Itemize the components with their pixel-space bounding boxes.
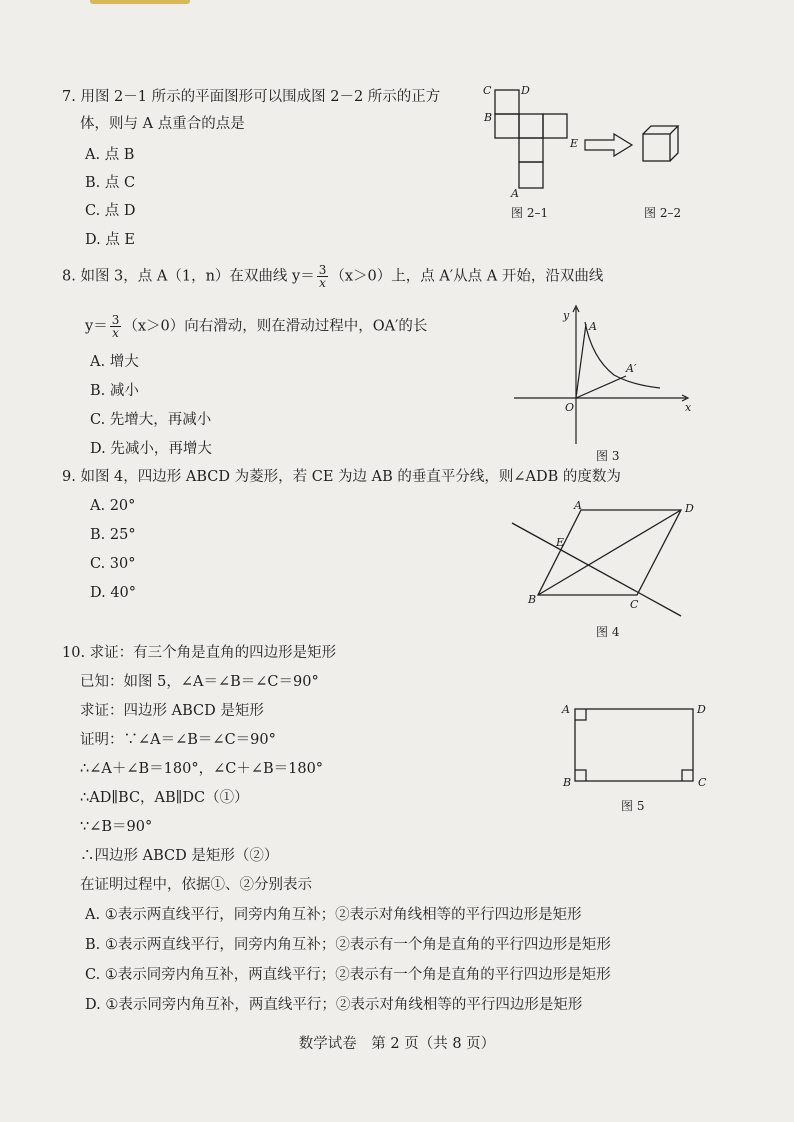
- fig4-label-e: E: [556, 536, 565, 549]
- q7-option-a: A. 点 B: [85, 147, 135, 163]
- q8-line1-pre: 8. 如图 3，点 A（1，n）在双曲线 y＝: [62, 268, 315, 285]
- fig2-label-a: A: [511, 187, 519, 200]
- q9-option-d: D. 40°: [90, 585, 137, 601]
- fig2-label-c: C: [483, 84, 492, 97]
- q7-option-d: D. 点 E: [85, 232, 136, 248]
- q7-stem-line-1: 7. 用图 2－1 所示的平面图形可以围成图 2－2 所示的正方: [62, 89, 441, 105]
- q10-given: 已知：如图 5，∠A＝∠B＝∠C＝90°: [80, 674, 319, 690]
- q9-option-c: C. 30°: [90, 556, 136, 572]
- fraction-denominator-2: x: [112, 326, 119, 340]
- figure-2-1-caption: 图 2–1: [511, 206, 549, 220]
- q10-option-c: C. ①表示同旁内角互补，两直线平行；②表示有一个角是直角的平行四边形是矩形: [85, 967, 611, 983]
- q10-question: 在证明过程中，依据①、②分别表示: [80, 877, 312, 893]
- fig3-label-y: y: [563, 309, 570, 322]
- q8-option-c: C. 先增大，再减小: [90, 412, 212, 428]
- q10-title: 10. 求证：有三个角是直角的四边形是矩形: [62, 645, 337, 661]
- fig2-label-d: D: [521, 84, 530, 97]
- q10-to-prove: 求证：四边形 ABCD 是矩形: [80, 703, 264, 719]
- q9-option-b: B. 25°: [90, 527, 136, 543]
- q10-proof-line-1: 证明：∵∠A＝∠B＝∠C＝90°: [80, 732, 276, 748]
- q10-option-a: A. ①表示两直线平行，同旁内角互补；②表示对角线相等的平行四边形是矩形: [85, 907, 582, 923]
- q8-option-b: B. 减小: [90, 383, 139, 399]
- q10-option-d: D. ①表示同旁内角互补，两直线平行；②表示对角线相等的平行四边形是矩形: [85, 997, 583, 1013]
- fig2-label-b: B: [484, 111, 493, 124]
- fig5-label-c: C: [698, 776, 707, 789]
- q8-option-a: A. 增大: [90, 354, 139, 370]
- q7-option-b: B. 点 C: [85, 175, 136, 191]
- figure-5-caption: 图 5: [621, 799, 645, 813]
- fig4-label-b: B: [528, 593, 537, 606]
- fraction-numerator-2: 3: [111, 313, 120, 327]
- q10-proof-line-3: ∴AD∥BC，AB∥DC（①）: [80, 790, 249, 806]
- page-footer: 数学试卷 第 2 页（共 8 页）: [298, 1036, 496, 1052]
- q10-proof-line-5: ∴四边形 ABCD 是矩形（②）: [80, 848, 279, 864]
- fig3-label-o: O: [565, 401, 575, 414]
- fig2-label-e: E: [570, 137, 579, 150]
- fig4-label-d: D: [685, 502, 694, 515]
- fig3-label-a-prime: A′: [626, 362, 637, 375]
- fraction-numerator: 3: [318, 263, 327, 277]
- fig4-label-c: C: [630, 598, 639, 611]
- q8-line1-post: （x＞0）上，点 A′从点 A 开始，沿双曲线: [330, 268, 604, 285]
- fig5-label-d: D: [697, 703, 706, 716]
- q8-line2-pre: y＝: [85, 318, 108, 335]
- fig3-label-x: x: [685, 401, 692, 414]
- fig3-label-a: A: [589, 320, 597, 333]
- q8-option-d: D. 先减小，再增大: [90, 441, 212, 457]
- q10-proof-line-4: ∵∠B＝90°: [80, 819, 153, 835]
- q10-option-b: B. ①表示两直线平行，同旁内角互补；②表示有一个角是直角的平行四边形是矩形: [85, 937, 611, 953]
- fig5-label-a: A: [562, 703, 570, 716]
- q8-line2-post: （x＞0）向右滑动，则在滑动过程中，OA′的长: [123, 318, 428, 335]
- figure-2-2-caption: 图 2–2: [644, 206, 682, 220]
- q9-option-a: A. 20°: [90, 498, 136, 514]
- q10-proof-line-2: ∴∠A＋∠B＝180°，∠C＋∠B＝180°: [80, 761, 324, 777]
- fig4-label-a: A: [574, 499, 582, 512]
- q7-option-c: C. 点 D: [85, 203, 136, 219]
- figure-3-caption: 图 3: [596, 449, 620, 463]
- fig5-label-b: B: [563, 776, 572, 789]
- q7-stem-line-2: 体，则与 A 点重合的点是: [80, 116, 245, 132]
- figure-4-caption: 图 4: [596, 625, 620, 639]
- q9-stem: 9. 如图 4，四边形 ABCD 为菱形，若 CE 为边 AB 的垂直平分线，则∠ADB 的度数为: [62, 469, 621, 485]
- fraction-denominator: x: [319, 276, 326, 290]
